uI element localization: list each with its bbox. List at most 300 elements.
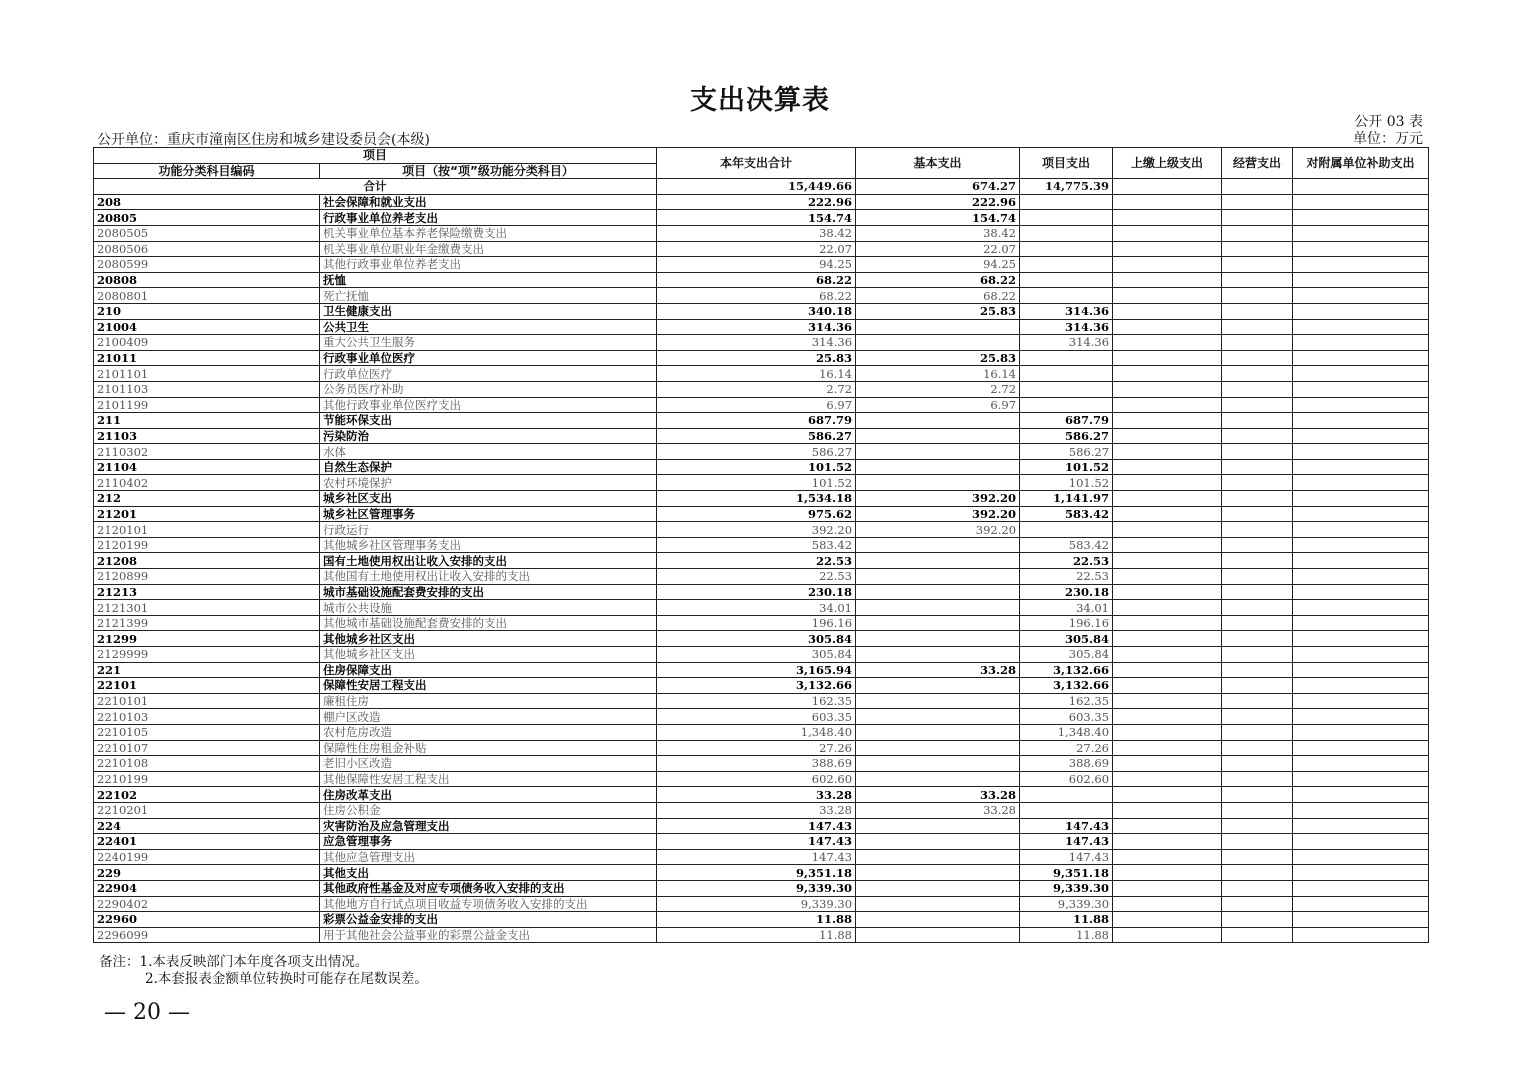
table-row xyxy=(94,491,1429,507)
row-basic xyxy=(856,569,1020,585)
row-code: 2080505 xyxy=(94,225,320,241)
row-project xyxy=(1020,397,1113,413)
row-upper xyxy=(1113,787,1222,803)
row-business xyxy=(1222,678,1293,694)
row-name: 行政事业单位医疗 xyxy=(320,350,657,366)
row-code: 2296099 xyxy=(94,927,320,943)
row-total: 22.53 xyxy=(657,553,856,569)
row-upper xyxy=(1113,303,1222,319)
row-project: 9,339.30 xyxy=(1020,896,1113,912)
row-upper xyxy=(1113,631,1222,647)
table-row xyxy=(94,912,1429,928)
row-name: 保障性住房租金补贴 xyxy=(320,740,657,756)
row-name: 行政运行 xyxy=(320,522,657,538)
row-subsidy xyxy=(1293,428,1429,444)
row-name: 死亡抚恤 xyxy=(320,288,657,304)
row-basic xyxy=(856,459,1020,475)
row-total: 586.27 xyxy=(657,428,856,444)
row-basic: 222.96 xyxy=(856,194,1020,210)
row-upper xyxy=(1113,491,1222,507)
row-total: 3,165.94 xyxy=(657,662,856,678)
row-subsidy xyxy=(1293,413,1429,429)
row-project: 22.53 xyxy=(1020,569,1113,585)
row-business xyxy=(1222,491,1293,507)
table-row xyxy=(94,896,1429,912)
row-subsidy xyxy=(1293,912,1429,928)
row-name: 城市公共设施 xyxy=(320,600,657,616)
row-total: 9,339.30 xyxy=(657,896,856,912)
row-business xyxy=(1222,319,1293,335)
row-business xyxy=(1222,756,1293,772)
row-subsidy xyxy=(1293,818,1429,834)
row-code: 22101 xyxy=(94,678,320,694)
header-upper: 上缴上级支出 xyxy=(1113,148,1222,179)
table-row xyxy=(94,366,1429,382)
row-upper xyxy=(1113,849,1222,865)
row-subsidy xyxy=(1293,303,1429,319)
row-subsidy xyxy=(1293,647,1429,663)
row-code: 208 xyxy=(94,194,320,210)
row-business xyxy=(1222,459,1293,475)
row-project: 162.35 xyxy=(1020,693,1113,709)
row-code: 21213 xyxy=(94,584,320,600)
row-upper xyxy=(1113,397,1222,413)
row-code: 2210107 xyxy=(94,740,320,756)
row-basic xyxy=(856,413,1020,429)
row-business xyxy=(1222,194,1293,210)
row-subsidy xyxy=(1293,896,1429,912)
row-basic: 392.20 xyxy=(856,506,1020,522)
row-project: 583.42 xyxy=(1020,537,1113,553)
row-business xyxy=(1222,880,1293,896)
row-project: 586.27 xyxy=(1020,428,1113,444)
row-upper xyxy=(1113,413,1222,429)
table-row xyxy=(94,834,1429,850)
row-business xyxy=(1222,288,1293,304)
row-business xyxy=(1222,506,1293,522)
table-row xyxy=(94,459,1429,475)
header-basic: 基本支出 xyxy=(856,148,1020,179)
table-row xyxy=(94,818,1429,834)
row-total: 101.52 xyxy=(657,459,856,475)
row-upper xyxy=(1113,912,1222,928)
row-subsidy xyxy=(1293,210,1429,226)
row-name: 抚恤 xyxy=(320,272,657,288)
row-code: 22102 xyxy=(94,787,320,803)
row-business xyxy=(1222,927,1293,943)
row-total: 1,348.40 xyxy=(657,724,856,740)
row-project xyxy=(1020,194,1113,210)
table-row xyxy=(94,678,1429,694)
row-basic: 2.72 xyxy=(856,381,1020,397)
row-project: 305.84 xyxy=(1020,647,1113,663)
sum-project: 14,775.39 xyxy=(1020,179,1113,195)
row-code: 22960 xyxy=(94,912,320,928)
table-row xyxy=(94,194,1429,210)
row-basic: 33.28 xyxy=(856,802,1020,818)
row-project xyxy=(1020,366,1113,382)
row-basic: 33.28 xyxy=(856,787,1020,803)
row-project: 27.26 xyxy=(1020,740,1113,756)
table-row xyxy=(94,303,1429,319)
row-code: 2210105 xyxy=(94,724,320,740)
table-row xyxy=(94,584,1429,600)
row-total: 11.88 xyxy=(657,927,856,943)
row-project: 602.60 xyxy=(1020,771,1113,787)
row-business xyxy=(1222,787,1293,803)
row-total: 147.43 xyxy=(657,849,856,865)
row-code: 211 xyxy=(94,413,320,429)
expenditure-table xyxy=(93,147,1429,943)
row-project: 147.43 xyxy=(1020,834,1113,850)
row-subsidy xyxy=(1293,257,1429,273)
row-business xyxy=(1222,381,1293,397)
row-subsidy xyxy=(1293,569,1429,585)
row-total: 230.18 xyxy=(657,584,856,600)
row-code: 2129999 xyxy=(94,647,320,663)
row-project xyxy=(1020,802,1113,818)
row-name: 行政事业单位养老支出 xyxy=(320,210,657,226)
row-basic: 392.20 xyxy=(856,491,1020,507)
row-subsidy xyxy=(1293,631,1429,647)
row-total: 305.84 xyxy=(657,631,856,647)
row-code: 2121301 xyxy=(94,600,320,616)
row-code: 2290402 xyxy=(94,896,320,912)
row-upper xyxy=(1113,756,1222,772)
row-business xyxy=(1222,896,1293,912)
row-basic xyxy=(856,693,1020,709)
row-basic: 94.25 xyxy=(856,257,1020,273)
row-business xyxy=(1222,600,1293,616)
row-upper xyxy=(1113,366,1222,382)
row-project xyxy=(1020,257,1113,273)
row-name: 其他国有土地使用权出让收入安排的支出 xyxy=(320,569,657,585)
row-code: 22904 xyxy=(94,880,320,896)
form-number: 公开 03 表 xyxy=(1354,114,1423,130)
row-upper xyxy=(1113,475,1222,491)
table-row xyxy=(94,319,1429,335)
row-project: 11.88 xyxy=(1020,927,1113,943)
row-total: 196.16 xyxy=(657,615,856,631)
row-name: 公务员医疗补助 xyxy=(320,381,657,397)
row-basic: 68.22 xyxy=(856,288,1020,304)
row-name: 农村危房改造 xyxy=(320,724,657,740)
row-code: 2210101 xyxy=(94,693,320,709)
row-code: 212 xyxy=(94,491,320,507)
row-subsidy xyxy=(1293,771,1429,787)
row-code: 21104 xyxy=(94,459,320,475)
row-subsidy xyxy=(1293,366,1429,382)
row-code: 20808 xyxy=(94,272,320,288)
row-project: 1,348.40 xyxy=(1020,724,1113,740)
row-basic xyxy=(856,631,1020,647)
row-code: 22401 xyxy=(94,834,320,850)
organization: 公开单位：重庆市潼南区住房和城乡建设委员会(本级) xyxy=(97,132,430,148)
row-upper xyxy=(1113,257,1222,273)
row-total: 33.28 xyxy=(657,802,856,818)
row-business xyxy=(1222,272,1293,288)
row-total: 340.18 xyxy=(657,303,856,319)
row-code: 224 xyxy=(94,818,320,834)
row-project: 101.52 xyxy=(1020,475,1113,491)
row-name: 其他政府性基金及对应专项债务收入安排的支出 xyxy=(320,880,657,896)
row-basic: 25.83 xyxy=(856,350,1020,366)
row-code: 2101103 xyxy=(94,381,320,397)
row-basic xyxy=(856,584,1020,600)
note-1: 备注：1.本表反映部门本年度各项支出情况。 xyxy=(99,954,369,970)
row-upper xyxy=(1113,693,1222,709)
row-upper xyxy=(1113,647,1222,663)
row-business xyxy=(1222,475,1293,491)
row-basic xyxy=(856,475,1020,491)
row-project: 101.52 xyxy=(1020,459,1113,475)
row-subsidy xyxy=(1293,834,1429,850)
row-basic xyxy=(856,553,1020,569)
row-subsidy xyxy=(1293,709,1429,725)
row-subsidy xyxy=(1293,288,1429,304)
row-code: 2210108 xyxy=(94,756,320,772)
table-row xyxy=(94,927,1429,943)
row-total: 9,339.30 xyxy=(657,880,856,896)
row-total: 33.28 xyxy=(657,787,856,803)
row-business xyxy=(1222,569,1293,585)
row-project xyxy=(1020,381,1113,397)
row-upper xyxy=(1113,615,1222,631)
header-name: 项目（按“项”级功能分类科目） xyxy=(320,163,657,179)
row-business xyxy=(1222,740,1293,756)
row-basic xyxy=(856,927,1020,943)
row-code: 2110402 xyxy=(94,475,320,491)
table-row xyxy=(94,522,1429,538)
row-code: 2210103 xyxy=(94,709,320,725)
row-code: 20805 xyxy=(94,210,320,226)
row-subsidy xyxy=(1293,272,1429,288)
row-upper xyxy=(1113,584,1222,600)
row-total: 1,534.18 xyxy=(657,491,856,507)
row-total: 583.42 xyxy=(657,537,856,553)
row-business xyxy=(1222,865,1293,881)
header-business: 经营支出 xyxy=(1222,148,1293,179)
row-code: 2210199 xyxy=(94,771,320,787)
row-total: 9,351.18 xyxy=(657,865,856,881)
row-name: 农村环境保护 xyxy=(320,475,657,491)
row-total: 22.53 xyxy=(657,569,856,585)
sum-basic: 674.27 xyxy=(856,179,1020,195)
row-upper xyxy=(1113,210,1222,226)
row-basic: 38.42 xyxy=(856,225,1020,241)
table-row xyxy=(94,849,1429,865)
row-upper xyxy=(1113,225,1222,241)
row-name: 住房改革支出 xyxy=(320,787,657,803)
row-code: 21208 xyxy=(94,553,320,569)
row-project: 3,132.66 xyxy=(1020,662,1113,678)
row-business xyxy=(1222,662,1293,678)
row-basic xyxy=(856,335,1020,351)
table-row xyxy=(94,553,1429,569)
row-upper xyxy=(1113,818,1222,834)
row-basic: 16.14 xyxy=(856,366,1020,382)
row-name: 住房公积金 xyxy=(320,802,657,818)
row-basic: 6.97 xyxy=(856,397,1020,413)
header-item: 项目 xyxy=(94,148,657,164)
table-row xyxy=(94,787,1429,803)
row-upper xyxy=(1113,709,1222,725)
row-upper xyxy=(1113,896,1222,912)
header-subsidy: 对附属单位补助支出 xyxy=(1293,148,1429,179)
row-subsidy xyxy=(1293,319,1429,335)
row-total: 314.36 xyxy=(657,335,856,351)
row-business xyxy=(1222,303,1293,319)
row-subsidy xyxy=(1293,600,1429,616)
table-row xyxy=(94,569,1429,585)
row-subsidy xyxy=(1293,927,1429,943)
row-total: 25.83 xyxy=(657,350,856,366)
row-project: 583.42 xyxy=(1020,506,1113,522)
row-project: 586.27 xyxy=(1020,444,1113,460)
row-upper xyxy=(1113,428,1222,444)
table-row xyxy=(94,693,1429,709)
row-upper xyxy=(1113,459,1222,475)
row-code: 210 xyxy=(94,303,320,319)
table-row xyxy=(94,662,1429,678)
table-row xyxy=(94,600,1429,616)
row-code: 21011 xyxy=(94,350,320,366)
row-upper xyxy=(1113,272,1222,288)
row-subsidy xyxy=(1293,678,1429,694)
row-subsidy xyxy=(1293,225,1429,241)
row-project: 603.35 xyxy=(1020,709,1113,725)
row-upper xyxy=(1113,724,1222,740)
row-total: 602.60 xyxy=(657,771,856,787)
row-project xyxy=(1020,210,1113,226)
row-name: 其他城乡社区支出 xyxy=(320,647,657,663)
row-project xyxy=(1020,522,1113,538)
row-project: 230.18 xyxy=(1020,584,1113,600)
row-upper xyxy=(1113,537,1222,553)
row-business xyxy=(1222,241,1293,257)
row-name: 其他支出 xyxy=(320,865,657,881)
row-subsidy xyxy=(1293,849,1429,865)
row-total: 314.36 xyxy=(657,319,856,335)
row-basic xyxy=(856,818,1020,834)
row-upper xyxy=(1113,288,1222,304)
row-project: 388.69 xyxy=(1020,756,1113,772)
row-total: 27.26 xyxy=(657,740,856,756)
row-project xyxy=(1020,225,1113,241)
row-project: 314.36 xyxy=(1020,335,1113,351)
row-total: 687.79 xyxy=(657,413,856,429)
table-row xyxy=(94,225,1429,241)
row-total: 68.22 xyxy=(657,272,856,288)
table-row xyxy=(94,397,1429,413)
row-total: 11.88 xyxy=(657,912,856,928)
row-basic xyxy=(856,444,1020,460)
row-name: 灾害防治及应急管理支出 xyxy=(320,818,657,834)
row-total: 101.52 xyxy=(657,475,856,491)
row-basic xyxy=(856,849,1020,865)
row-basic xyxy=(856,771,1020,787)
row-basic xyxy=(856,615,1020,631)
row-code: 2101199 xyxy=(94,397,320,413)
row-upper xyxy=(1113,740,1222,756)
row-business xyxy=(1222,834,1293,850)
row-name: 节能环保支出 xyxy=(320,413,657,429)
row-basic: 33.28 xyxy=(856,662,1020,678)
row-name: 其他城市基础设施配套费安排的支出 xyxy=(320,615,657,631)
row-name: 城乡社区管理事务 xyxy=(320,506,657,522)
row-basic xyxy=(856,709,1020,725)
row-business xyxy=(1222,428,1293,444)
row-business xyxy=(1222,802,1293,818)
row-total: 6.97 xyxy=(657,397,856,413)
row-subsidy xyxy=(1293,475,1429,491)
row-business xyxy=(1222,537,1293,553)
sum-label: 合计 xyxy=(94,179,657,195)
row-upper xyxy=(1113,241,1222,257)
row-upper xyxy=(1113,522,1222,538)
row-total: 586.27 xyxy=(657,444,856,460)
row-business xyxy=(1222,225,1293,241)
row-project xyxy=(1020,288,1113,304)
table-row xyxy=(94,428,1429,444)
row-subsidy xyxy=(1293,194,1429,210)
row-basic xyxy=(856,912,1020,928)
table-row xyxy=(94,771,1429,787)
row-name: 其他行政事业单位养老支出 xyxy=(320,257,657,273)
row-basic: 392.20 xyxy=(856,522,1020,538)
row-subsidy xyxy=(1293,880,1429,896)
table-row xyxy=(94,210,1429,226)
row-project: 687.79 xyxy=(1020,413,1113,429)
row-subsidy xyxy=(1293,506,1429,522)
row-subsidy xyxy=(1293,335,1429,351)
row-business xyxy=(1222,366,1293,382)
row-total: 3,132.66 xyxy=(657,678,856,694)
row-subsidy xyxy=(1293,491,1429,507)
row-code: 2121399 xyxy=(94,615,320,631)
row-project: 22.53 xyxy=(1020,553,1113,569)
row-basic xyxy=(856,724,1020,740)
row-business xyxy=(1222,724,1293,740)
row-basic xyxy=(856,740,1020,756)
table-row xyxy=(94,506,1429,522)
row-upper xyxy=(1113,444,1222,460)
row-code: 2101101 xyxy=(94,366,320,382)
row-basic xyxy=(856,428,1020,444)
row-subsidy xyxy=(1293,584,1429,600)
row-project xyxy=(1020,350,1113,366)
table-row xyxy=(94,444,1429,460)
row-business xyxy=(1222,350,1293,366)
row-code: 2120899 xyxy=(94,569,320,585)
row-name: 其他城乡社区管理事务支出 xyxy=(320,537,657,553)
row-upper xyxy=(1113,834,1222,850)
row-name: 机关事业单位职业年金缴费支出 xyxy=(320,241,657,257)
row-upper xyxy=(1113,335,1222,351)
row-subsidy xyxy=(1293,756,1429,772)
row-basic: 22.07 xyxy=(856,241,1020,257)
row-business xyxy=(1222,693,1293,709)
row-project xyxy=(1020,241,1113,257)
row-name: 水体 xyxy=(320,444,657,460)
table-row xyxy=(94,335,1429,351)
table-row xyxy=(94,756,1429,772)
row-code: 2080506 xyxy=(94,241,320,257)
row-subsidy xyxy=(1293,740,1429,756)
row-business xyxy=(1222,584,1293,600)
row-project: 9,351.18 xyxy=(1020,865,1113,881)
row-name: 老旧小区改造 xyxy=(320,756,657,772)
